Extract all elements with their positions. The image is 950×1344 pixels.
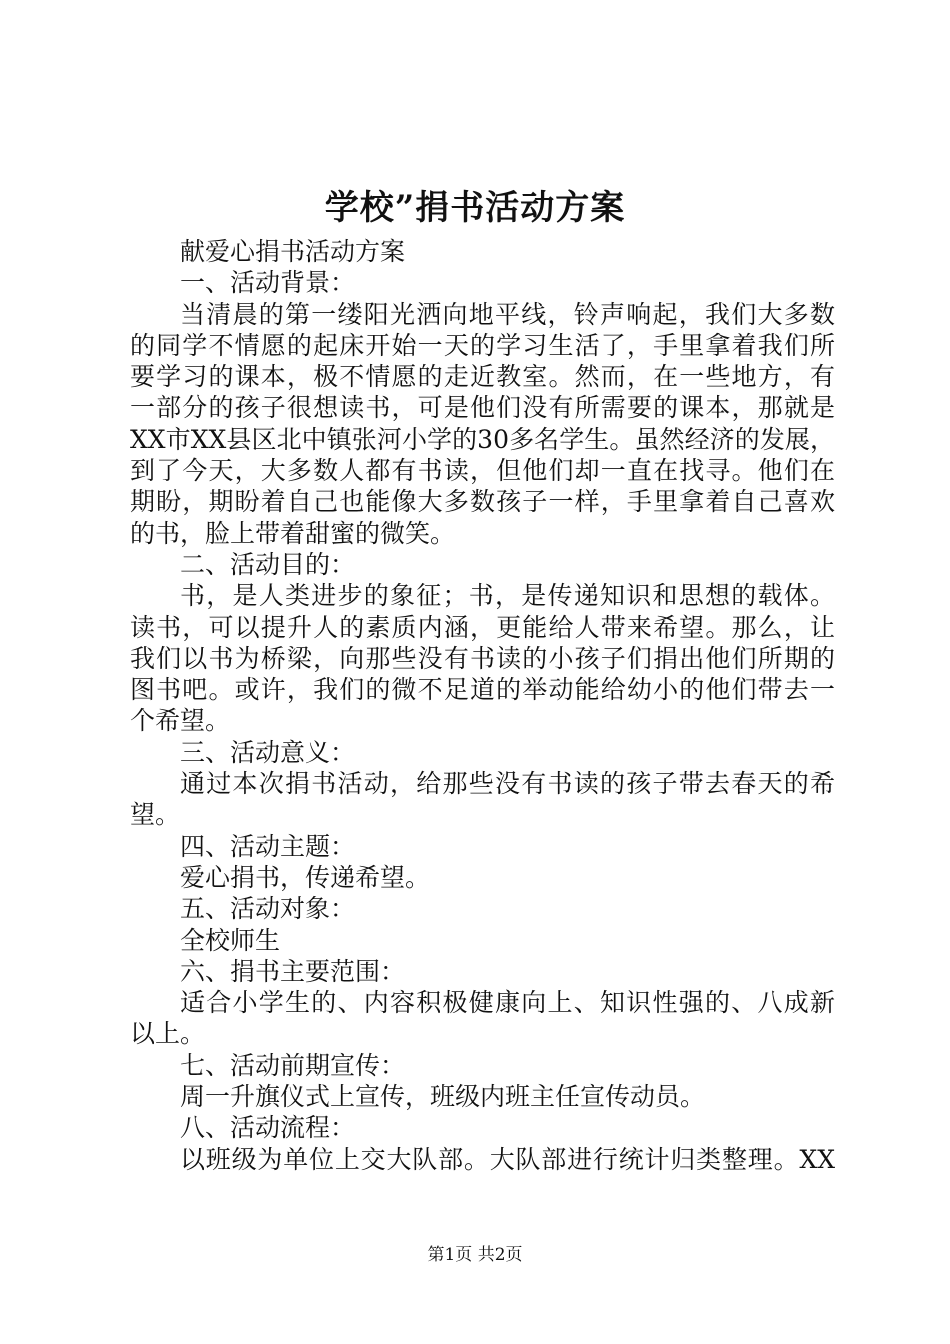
text-line: 一、活动背景： (180, 268, 356, 298)
text-line: 一部分的孩子很想读书，可是他们没有所需要的课本，那就是 (130, 393, 835, 423)
text-line: 通过本次捐书活动，给那些没有书读的孩子带去春天的希 (180, 769, 835, 799)
document-title: 学校”捐书活动方案 (324, 188, 626, 228)
text-line: 二、活动目的： (180, 549, 356, 579)
text-line: 六、捐书主要范围： (180, 956, 406, 986)
text-line: 的同学不情愿的起床开始一天的学习生活了，手里拿着我们所 (130, 330, 835, 360)
text-line: 图书吧。或许，我们的微不足道的举动能给幼小的他们带去一 (130, 675, 835, 705)
text-line: 书，是人类进步的象征；书，是传递知识和思想的载体。 (180, 581, 835, 611)
text-line: 三、活动意义： (180, 737, 356, 767)
text-line: 爱心捐书，传递希望。 (180, 862, 431, 892)
document-body (130, 236, 835, 1175)
text-line: 献爱心捐书活动方案 (180, 237, 406, 266)
text-line: 要学习的课本，极不情愿的走近教室。然而，在一些地方，有 (130, 362, 835, 392)
text-line: 七、活动前期宣传： (180, 1050, 406, 1080)
text-line: 以上。 (130, 1019, 206, 1049)
text-line: 四、活动主题： (180, 831, 356, 861)
text-line: 读书，可以提升人的素质内涵，更能给人带来希望。那么，让 (130, 612, 835, 642)
text-line: 全校师生 (180, 925, 281, 955)
text-line: 适合小学生的、内容积极健康向上、知识性强的、八成新 (180, 988, 835, 1018)
text-line: 当清晨的第一缕阳光洒向地平线，铃声响起，我们大多数 (180, 299, 835, 329)
text-line: 五、活动对象： (180, 894, 356, 924)
text-line: 的书，脸上带着甜蜜的微笑。 (130, 518, 456, 548)
text-line: XX市XX县区北中镇张河小学的30多名学生。虽然经济的发展， (130, 424, 835, 454)
text-line: 到了今天，大多数人都有书读，但他们却一直在找寻。他们在 (130, 456, 835, 486)
text-line: 个希望。 (130, 706, 231, 736)
text-line: 望。 (130, 800, 181, 830)
text-line: 我们以书为桥梁，向那些没有书读的小孩子们捐出他们所期的 (130, 643, 835, 673)
text-line: 八、活动流程： (180, 1113, 356, 1143)
text-line: 以班级为单位上交大队部。大队部进行统计归类整理。XX (180, 1144, 835, 1174)
text-line: 周一升旗仪式上宣传，班级内班主任宣传动员。 (180, 1082, 706, 1112)
page-footer: 第1页 共2页 (427, 1245, 523, 1265)
text-line: 期盼，期盼着自己也能像大多数孩子一样，手里拿着自己喜欢 (130, 487, 835, 517)
